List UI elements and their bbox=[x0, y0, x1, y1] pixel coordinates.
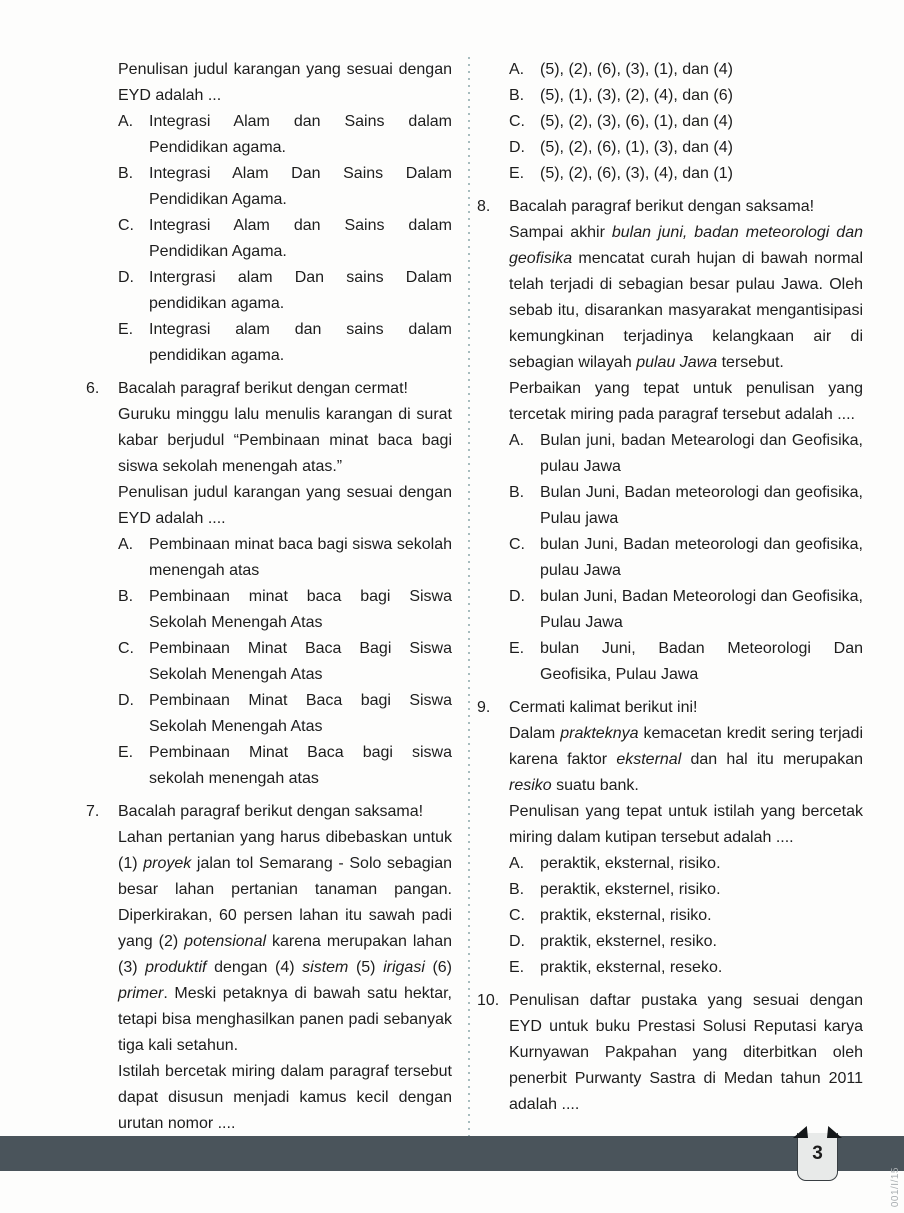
answer-option bbox=[509, 480, 863, 532]
question-number bbox=[477, 57, 509, 187]
option-letter: B. bbox=[509, 881, 525, 898]
answer-option bbox=[509, 109, 863, 135]
question-block bbox=[477, 194, 863, 688]
question-stem: Penulisan judul karangan yang sesuai dengan EYD adalah ... bbox=[118, 61, 452, 104]
option-text: (5), (2), (6), (3), (4), dan (1) bbox=[540, 165, 733, 182]
option-letter: A. bbox=[509, 432, 525, 449]
question-number: 7. bbox=[86, 803, 100, 820]
option-text: Integrasi alam dan sains dalam pendidikan agama. bbox=[149, 321, 452, 364]
answer-option bbox=[509, 161, 863, 187]
question-stem: Guruku minggu lalu menulis karangan di surat kabar berjudul “Pembinaan minat baca bagi siswa sekolah menengah atas.” bbox=[118, 406, 452, 475]
question-block bbox=[477, 988, 863, 1118]
question-stem: Bacalah paragraf berikut dengan cermat! bbox=[118, 380, 408, 397]
question-body bbox=[509, 695, 863, 981]
option-text: Bulan Juni, Badan meteorologi dan geofisika, Pulau jawa bbox=[540, 484, 863, 527]
option-text: (5), (2), (3), (6), (1), dan (4) bbox=[540, 113, 733, 130]
answer-option bbox=[509, 929, 863, 955]
column-divider bbox=[468, 57, 470, 1137]
answer-option bbox=[118, 317, 452, 369]
option-letter: E. bbox=[509, 640, 525, 657]
option-text: (5), (2), (6), (3), (1), dan (4) bbox=[540, 61, 733, 78]
option-text: bulan Juni, Badan Meteorologi dan Geofisika, Pulau Jawa bbox=[540, 588, 863, 631]
page-number: 3 bbox=[812, 1143, 823, 1164]
question-stem: Penulisan judul karangan yang sesuai dengan EYD adalah .... bbox=[118, 484, 452, 527]
option-text: Integrasi Alam Dan Sains Dalam Pendidikan Agama. bbox=[149, 165, 452, 208]
question-stem: Istilah bercetak miring dalam paragraf tersebut dapat disusun menjadi kamus kecil dengan urutan nomor .... bbox=[118, 1063, 452, 1132]
answer-option bbox=[118, 740, 452, 792]
question-stem: Sampai akhir bulan juni, badan meteorologi dan geofisika mencatat curah hujan di bawah normal telah terjadi di sebagian besar pulau Jawa. Oleh sebab itu, disarankan masyarakat mengantisipasi kemungkinan terjadinya kelangkaan air di sebagian wilayah pulau Jawa tersebut. bbox=[509, 224, 863, 371]
answer-option bbox=[509, 532, 863, 584]
option-letter: A. bbox=[509, 61, 525, 78]
option-text: peraktik, eksternal, risiko. bbox=[540, 855, 721, 872]
answer-option bbox=[509, 135, 863, 161]
question-body bbox=[509, 194, 863, 688]
option-letter: C. bbox=[118, 640, 134, 657]
option-letter: C. bbox=[509, 907, 525, 924]
option-text: (5), (1), (3), (2), (4), dan (6) bbox=[540, 87, 733, 104]
question-block bbox=[477, 57, 863, 187]
option-letter: B. bbox=[118, 165, 134, 182]
option-letter: A. bbox=[118, 536, 134, 553]
question-stem: Penulisan yang tepat untuk istilah yang bercetak miring dalam kutipan tersebut adalah .... bbox=[509, 803, 863, 846]
option-letter: D. bbox=[509, 588, 525, 605]
option-letter: E. bbox=[118, 321, 134, 338]
question-number: 9. bbox=[477, 699, 491, 716]
option-letter: D. bbox=[509, 139, 525, 156]
option-letter: C. bbox=[509, 536, 525, 553]
question-block bbox=[477, 695, 863, 981]
option-text: (5), (2), (6), (1), (3), dan (4) bbox=[540, 139, 733, 156]
question-body bbox=[118, 57, 452, 369]
two-column-content bbox=[86, 57, 863, 1137]
question-number bbox=[86, 57, 118, 369]
answer-option bbox=[118, 636, 452, 688]
answer-option bbox=[118, 109, 452, 161]
option-letter: C. bbox=[118, 217, 134, 234]
question-stem: Dalam prakteknya kemacetan kredit sering terjadi karena faktor eksternal dan hal itu merupakan resiko suatu bank. bbox=[509, 725, 864, 794]
option-letter: E. bbox=[509, 959, 525, 976]
option-text: Integrasi Alam dan Sains dalam Pendidikan agama. bbox=[149, 113, 452, 156]
option-text: praktik, eksternal, risiko. bbox=[540, 907, 712, 924]
answer-option bbox=[509, 955, 863, 981]
question-block bbox=[86, 57, 452, 369]
question-body bbox=[118, 799, 452, 1137]
option-letter: B. bbox=[118, 588, 134, 605]
option-letter: D. bbox=[509, 933, 525, 950]
question-body bbox=[118, 376, 452, 792]
option-letter: A. bbox=[118, 113, 134, 130]
footer-bar bbox=[0, 1136, 904, 1171]
option-text: Intergrasi alam Dan sains Dalam pendidikan agama. bbox=[149, 269, 452, 312]
option-text: praktik, eksternel, resiko. bbox=[540, 933, 717, 950]
answer-option bbox=[509, 428, 863, 480]
answer-option bbox=[118, 161, 452, 213]
option-text: Integrasi Alam dan Sains dalam Pendidikan Agama. bbox=[149, 217, 452, 260]
option-text: Pembinaan Minat Baca bagi siswa sekolah menengah atas bbox=[149, 744, 452, 787]
answer-option bbox=[118, 265, 452, 317]
answer-option bbox=[509, 584, 863, 636]
question-body bbox=[509, 988, 863, 1118]
answer-option bbox=[509, 57, 863, 83]
question-number: 6. bbox=[86, 380, 100, 397]
question-stem: Lahan pertanian yang harus dibebaskan untuk (1) proyek jalan tol Semarang - Solo sebagian besar lahan pertanian tanaman pangan. Diperkirakan, 60 persen lahan itu sawah padi yang (2) potensional karena merupakan lahan (3) produktif dengan (4) sistem (5) irigasi (6) primer. Meski petaknya di bawah satu hektar, tetapi bisa menghasilkan panen padi sebanyak tiga kali setahun. bbox=[118, 829, 453, 1054]
option-text: Pembinaan Minat Baca Bagi Siswa Sekolah Menengah Atas bbox=[149, 640, 452, 683]
answer-option bbox=[509, 877, 863, 903]
option-text: bulan Juni, Badan meteorologi dan geofisika, pulau Jawa bbox=[540, 536, 863, 579]
option-text: bulan Juni, Badan Meteorologi Dan Geofisika, Pulau Jawa bbox=[540, 640, 863, 683]
option-letter: E. bbox=[118, 744, 134, 761]
answer-option bbox=[118, 213, 452, 265]
answer-option bbox=[118, 688, 452, 740]
answer-option bbox=[509, 636, 863, 688]
answer-option bbox=[509, 903, 863, 929]
question-number: 8. bbox=[477, 198, 491, 215]
answer-option bbox=[118, 584, 452, 636]
option-text: Pembinaan Minat Baca bagi Siswa Sekolah Menengah Atas bbox=[149, 692, 452, 735]
question-stem: Bacalah paragraf berikut dengan saksama! bbox=[509, 198, 815, 215]
answer-option bbox=[118, 532, 452, 584]
column-left bbox=[86, 57, 452, 1137]
column-right bbox=[477, 57, 863, 1137]
question-body bbox=[509, 57, 863, 187]
answer-option bbox=[509, 851, 863, 877]
question-stem: Cermati kalimat berikut ini! bbox=[509, 699, 698, 716]
doc-code: 001/I/15 bbox=[890, 1166, 901, 1207]
option-letter: D. bbox=[118, 269, 134, 286]
answer-option bbox=[509, 83, 863, 109]
option-letter: C. bbox=[509, 113, 525, 130]
option-letter: B. bbox=[509, 87, 525, 104]
option-text: peraktik, eksternel, risiko. bbox=[540, 881, 721, 898]
question-number: 10. bbox=[477, 992, 500, 1009]
option-letter: A. bbox=[509, 855, 525, 872]
page-number-tab bbox=[797, 1133, 838, 1181]
question-block bbox=[86, 799, 452, 1137]
question-block bbox=[86, 376, 452, 792]
question-stem: Perbaikan yang tepat untuk penulisan yang tercetak miring pada paragraf tersebut adalah .... bbox=[509, 380, 863, 423]
option-letter: D. bbox=[118, 692, 134, 709]
option-text: Pembinaan minat baca bagi Siswa Sekolah Menengah Atas bbox=[149, 588, 452, 631]
option-text: Pembinaan minat baca bagi siswa sekolah menengah atas bbox=[149, 536, 452, 579]
option-letter: B. bbox=[509, 484, 525, 501]
question-stem: Penulisan daftar pustaka yang sesuai dengan EYD untuk buku Prestasi Solusi Reputasi karya Kurnyawan Pakpahan yang diterbitkan oleh penerbit Purwanty Sastra di Medan tahun 2011 adalah .... bbox=[509, 992, 863, 1113]
question-stem: Bacalah paragraf berikut dengan saksama! bbox=[118, 803, 424, 820]
option-text: Bulan juni, badan Metearologi dan Geofisika, pulau Jawa bbox=[540, 432, 863, 475]
option-text: praktik, eksternal, reseko. bbox=[540, 959, 723, 976]
option-letter: E. bbox=[509, 165, 525, 182]
